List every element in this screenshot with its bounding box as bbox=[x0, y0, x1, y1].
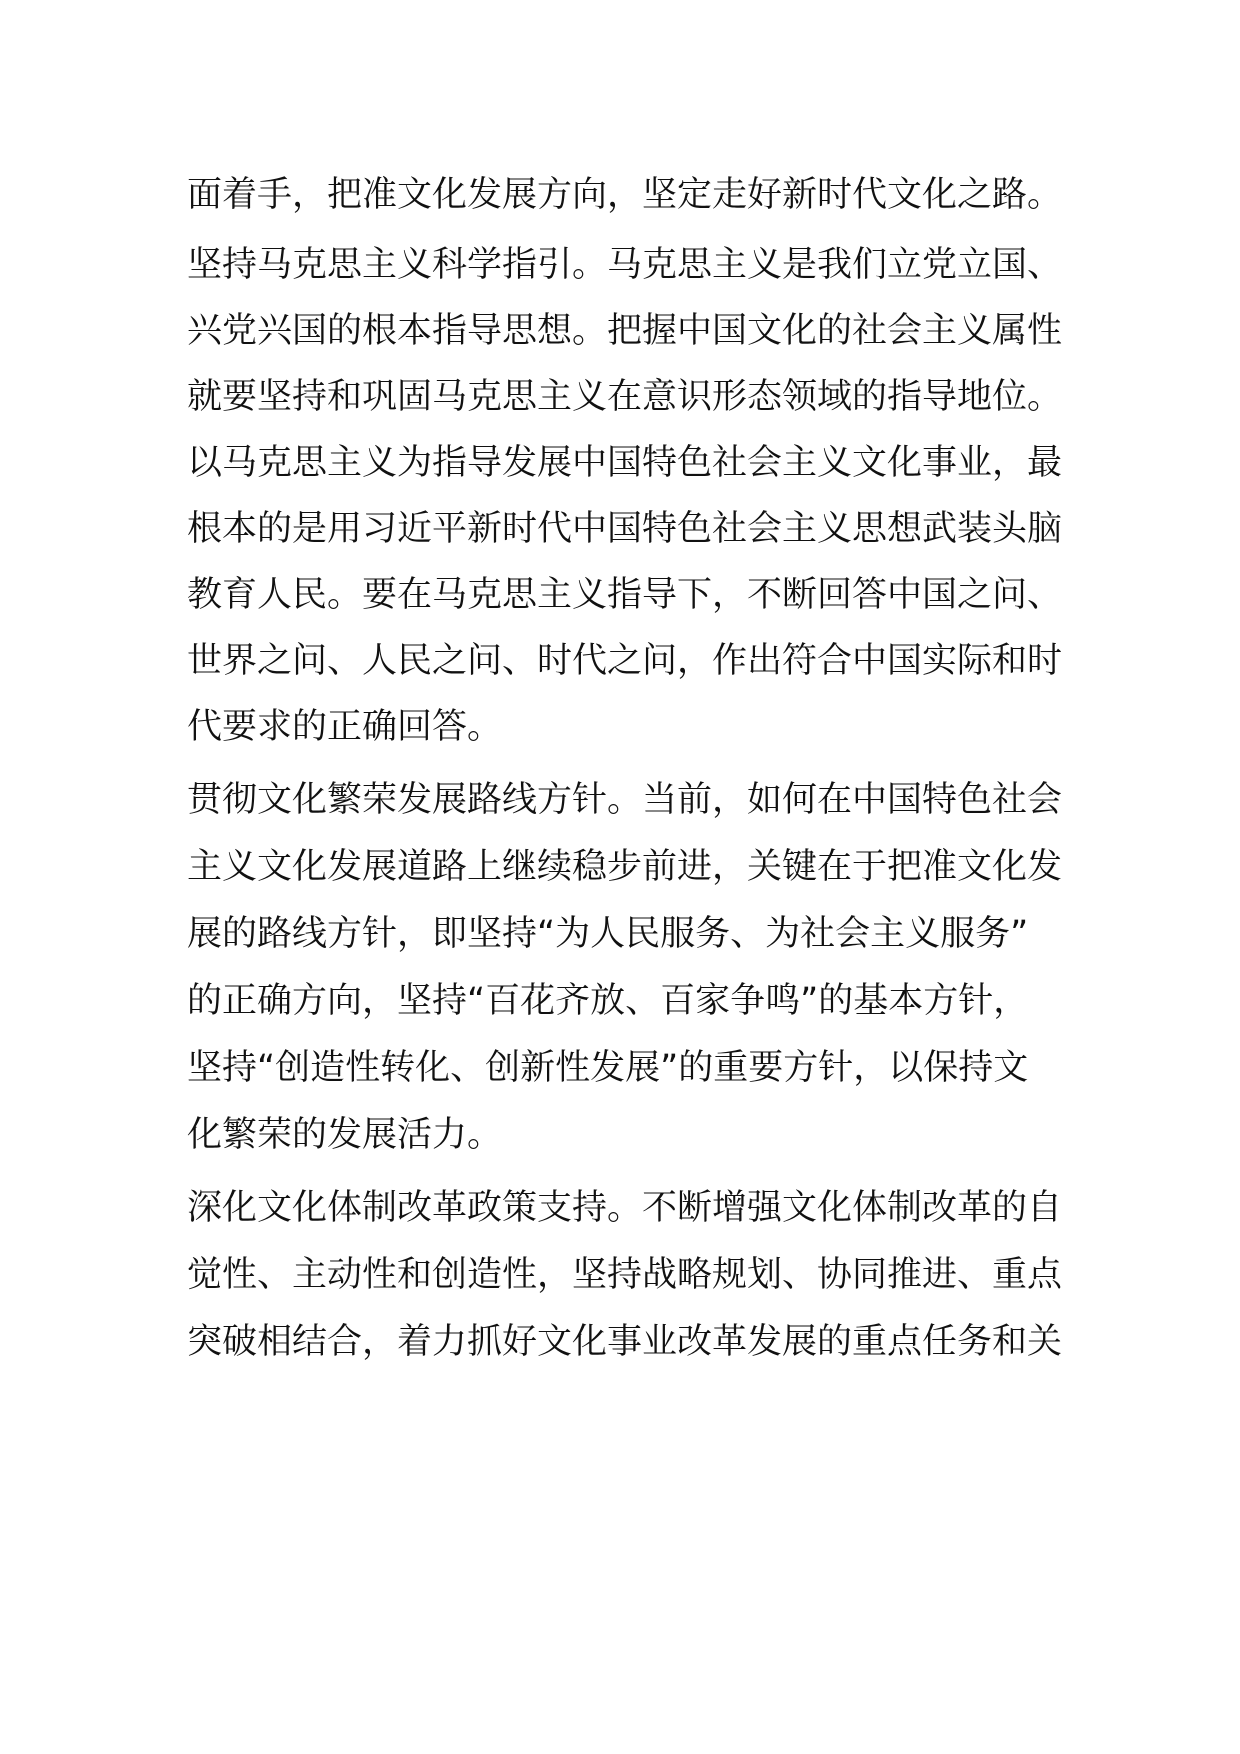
paragraph-4-line-2: 觉性、主动性和创造性，坚持战略规划、协同推进、重点 bbox=[187, 1255, 1063, 1295]
paragraph-2-line-3: 就要坚持和巩固马克思主义在意识形态领域的指导地位。 bbox=[187, 377, 1063, 417]
paragraph-4-line-3: 突破相结合，着力抓好文化事业改革发展的重点任务和关 bbox=[187, 1322, 1063, 1362]
paragraph-2-line-5: 根本的是用习近平新时代中国特色社会主义思想武装头脑 bbox=[187, 509, 1063, 549]
paragraph-1-line-1: 面着手，把准文化发展方向，坚定走好新时代文化之路。 bbox=[187, 175, 1063, 215]
paragraph-2-line-4: 以马克思主义为指导发展中国特色社会主义文化事业，最 bbox=[187, 443, 1063, 483]
paragraph-3-line-6: 化繁荣的发展活力。 bbox=[187, 1115, 503, 1155]
paragraph-3-line-1: 贯彻文化繁荣发展路线方针。当前，如何在中国特色社会 bbox=[187, 780, 1063, 820]
paragraph-3-line-3: 展的路线方针，即坚持“为人民服务、为社会主义服务” bbox=[187, 914, 1029, 954]
paragraph-2-line-6: 教育人民。要在马克思主义指导下，不断回答中国之问、 bbox=[187, 575, 1063, 615]
paragraph-4-line-1: 深化文化体制改革政策支持。不断增强文化体制改革的自 bbox=[187, 1188, 1063, 1228]
paragraph-2-line-1: 坚持马克思主义科学指引。马克思主义是我们立党立国、 bbox=[187, 245, 1063, 285]
paragraph-2-line-2: 兴党兴国的根本指导思想。把握中国文化的社会主义属性 bbox=[187, 311, 1063, 351]
paragraph-3-line-2: 主义文化发展道路上继续稳步前进，关键在于把准文化发 bbox=[187, 847, 1063, 887]
paragraph-3-line-4: 的正确方向，坚持“百花齐放、百家争鸣”的基本方针， bbox=[187, 981, 1029, 1021]
paragraph-3-line-5: 坚持“创造性转化、创新性发展”的重要方针，以保持文 bbox=[187, 1048, 1029, 1088]
paragraph-2-line-8: 代要求的正确回答。 bbox=[187, 707, 503, 747]
paragraph-2-line-7: 世界之问、人民之问、时代之问，作出符合中国实际和时 bbox=[187, 641, 1063, 681]
